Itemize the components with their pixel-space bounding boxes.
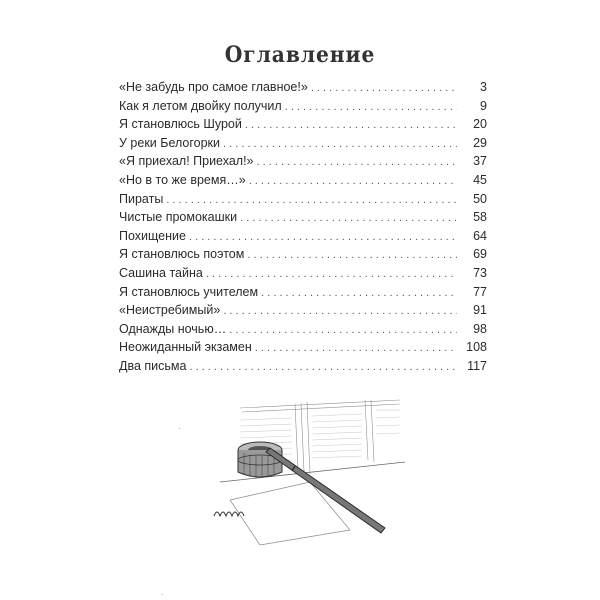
leader-dots xyxy=(240,212,457,224)
toc-entry-page: 98 xyxy=(473,321,487,336)
leader-dots xyxy=(311,82,457,94)
toc-entry xyxy=(119,117,487,136)
print-speck: · xyxy=(161,590,164,599)
toc-entry-page: 117 xyxy=(467,358,487,373)
toc-entry-title: У реки Белогорки xyxy=(119,135,221,150)
leader-dots xyxy=(223,138,457,150)
toc-entry-title: Чистые промокашки xyxy=(119,210,238,225)
leader-dots xyxy=(229,324,457,336)
print-speck: · xyxy=(178,424,181,433)
toc-entry-page: 73 xyxy=(473,265,487,280)
leader-dots xyxy=(189,231,457,243)
leader-dots xyxy=(249,175,457,187)
toc-entry-title: Похищение xyxy=(119,228,186,243)
toc-entry xyxy=(119,340,487,359)
leader-dots xyxy=(247,249,457,261)
toc-entry-title: «Неистребимый» xyxy=(119,303,221,318)
leader-dots xyxy=(223,305,457,317)
leader-dots xyxy=(189,361,457,373)
toc-entry-page: 3 xyxy=(480,80,487,94)
inkwell-and-pen-illustration xyxy=(200,390,420,550)
toc-entry-title: «Но в то же время…» xyxy=(119,172,246,187)
toc-entry xyxy=(119,322,487,341)
page-title: Оглавление xyxy=(224,42,376,68)
toc-entry xyxy=(119,247,487,266)
toc-entry-page: 45 xyxy=(473,172,487,187)
toc-entry-title: Я становлюсь поэтом xyxy=(119,247,245,262)
table-of-contents xyxy=(119,80,487,378)
toc-entry-title: Два письма xyxy=(119,358,187,373)
toc-entry-page: 58 xyxy=(473,210,487,225)
toc-entry-page: 108 xyxy=(466,340,487,355)
toc-entry xyxy=(119,173,487,192)
leader-dots xyxy=(255,342,457,354)
toc-entry-title: «Не забудь про самое главное!» xyxy=(119,80,308,94)
toc-entry xyxy=(119,154,487,173)
toc-entry-page: 77 xyxy=(473,284,487,299)
toc-entry xyxy=(119,285,487,304)
leader-dots xyxy=(285,101,457,113)
toc-entry xyxy=(119,266,487,285)
leader-dots xyxy=(206,268,457,280)
toc-entry-title: Неожиданный экзамен xyxy=(119,340,252,355)
toc-entry xyxy=(119,192,487,211)
toc-entry-title: Я становлюсь учителем xyxy=(119,284,259,299)
toc-entry-title: Сашина тайна xyxy=(119,265,203,280)
toc-entry xyxy=(119,303,487,322)
toc-entry xyxy=(119,210,487,229)
toc-entry-title: Пираты xyxy=(119,191,164,206)
toc-entry xyxy=(119,136,487,155)
toc-entry-page: 69 xyxy=(473,247,487,262)
toc-entry xyxy=(119,80,487,99)
toc-entry xyxy=(119,359,487,378)
leader-dots xyxy=(166,194,457,206)
toc-entry-title: Я становлюсь Шурой xyxy=(119,117,242,132)
toc-entry xyxy=(119,229,487,248)
toc-entry-page: 50 xyxy=(473,191,487,206)
toc-entry-title: Как я летом двойку получил xyxy=(119,98,282,113)
toc-entry-page: 20 xyxy=(473,117,487,132)
leader-dots xyxy=(245,119,457,131)
toc-entry-title: «Я приехал! Приехал!» xyxy=(119,154,254,169)
toc-entry-page: 29 xyxy=(473,135,487,150)
toc-entry-title: Однажды ночью… xyxy=(119,321,227,336)
leader-dots xyxy=(261,287,457,299)
leader-dots xyxy=(257,156,457,168)
toc-entry-page: 37 xyxy=(473,154,487,169)
toc-entry-page: 64 xyxy=(473,228,487,243)
toc-entry-page: 9 xyxy=(480,98,487,113)
toc-entry xyxy=(119,99,487,118)
toc-entry-page: 91 xyxy=(473,303,487,318)
